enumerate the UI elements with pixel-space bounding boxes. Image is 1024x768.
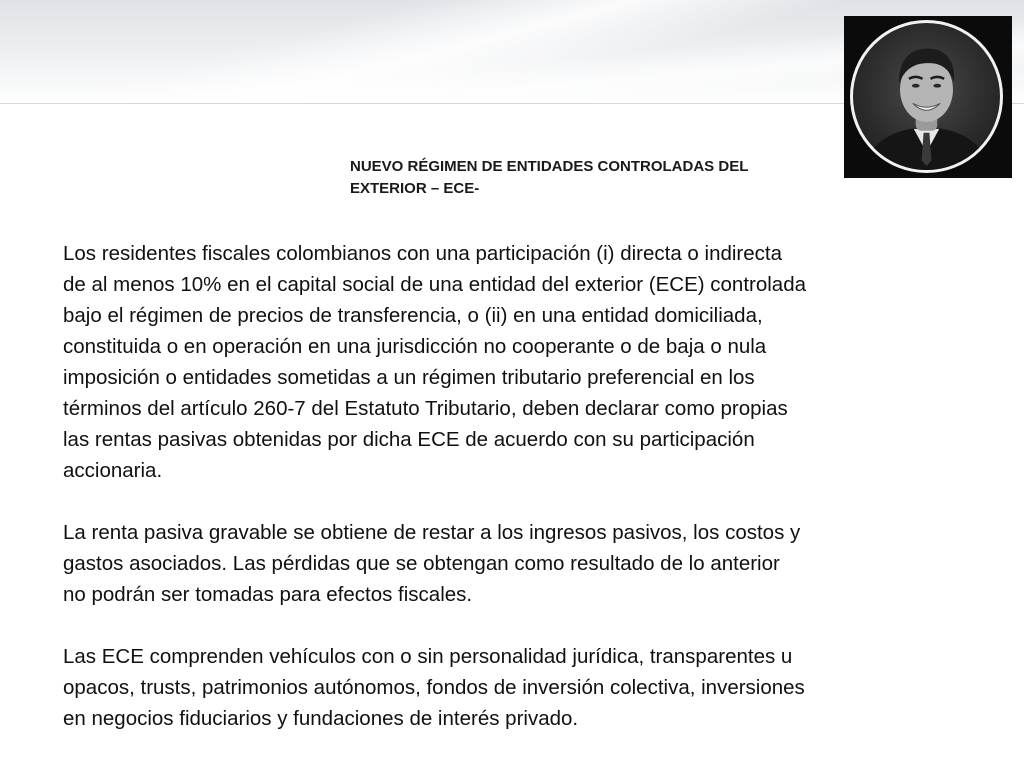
paragraph-ece-definition: Las ECE comprenden vehículos con o sin personalidad jurídica, transparentes u opacos, trusts, patrimonios autónomos, fondos de inversión colectiva, inversiones en negocios fiduciarios y fundaciones de interés privado. — [63, 645, 805, 730]
slide-title: NUEVO RÉGIMEN DE ENTIDADES CONTROLADAS DEL EXTERIOR – ECE- — [350, 158, 749, 197]
paragraph-ece-residents: Los residentes fiscales colombianos con una participación (i) directa o indirecta de al menos 10% en el capital social de una entidad del exterior (ECE) controlada bajo el régimen de precios de transferencia, o (ii) en una entidad domiciliada, constituida o en operación en una jurisdicción no cooperante o de baja o nula imposición o entidades sometidas a un régimen tributario preferencial en los términos del artículo 260-7 del Estatuto Tributario, deben declarar como propias las rentas pasivas obtenidas por dicha ECE de acuerdo con su participación accionaria. — [63, 242, 806, 482]
speaker-portrait — [844, 16, 1012, 178]
slide-body — [63, 238, 808, 765]
person-silhouette-icon — [853, 23, 1000, 170]
portrait-photo — [850, 20, 1003, 173]
paragraph-passive-income: La renta pasiva gravable se obtiene de restar a los ingresos pasivos, los costos y gastos asociados. Las pérdidas que se obtengan como resultado de lo anterior no podrán ser tomadas para efectos fiscales. — [63, 521, 801, 606]
